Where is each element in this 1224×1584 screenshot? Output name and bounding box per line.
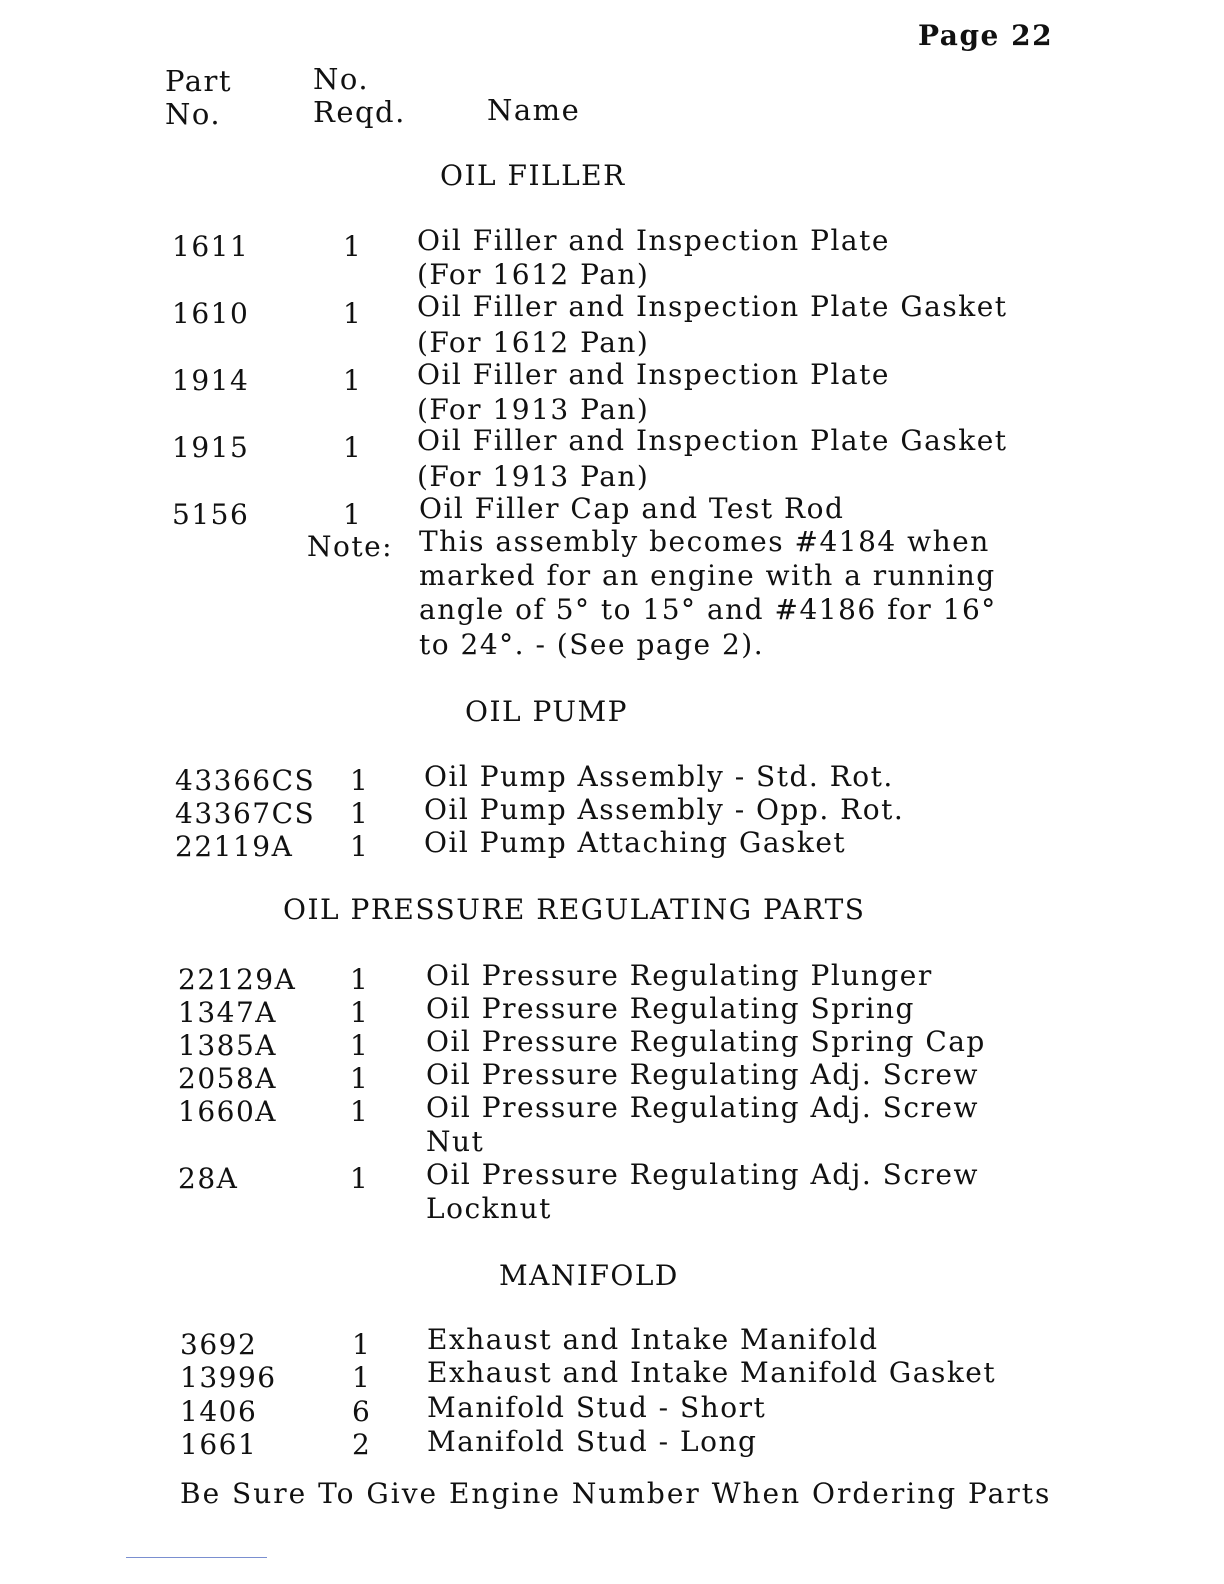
part-number: 1406	[180, 1395, 258, 1428]
part-number: 2058A	[178, 1062, 277, 1095]
part-number: 22119A	[175, 830, 294, 863]
quantity: 1	[350, 963, 370, 996]
quantity: 1	[350, 1062, 370, 1095]
part-name-continued: (For 1913 Pan)	[417, 460, 650, 493]
part-number: 1661	[180, 1428, 258, 1461]
part-name-continued: (For 1612 Pan)	[417, 258, 650, 291]
quantity: 1	[343, 230, 363, 263]
part-name: Oil Filler and Inspection Plate Gasket	[417, 290, 1008, 323]
header-name: Name	[487, 93, 581, 127]
section-title-oil-filler: OIL FILLER	[440, 159, 626, 192]
quantity: 1	[350, 1095, 370, 1128]
part-number: 1660A	[178, 1095, 277, 1128]
header-reqd-line1: No.	[313, 62, 370, 96]
part-number: 1914	[172, 364, 250, 397]
part-name: Exhaust and Intake Manifold	[427, 1323, 879, 1356]
bottom-rule	[126, 1557, 267, 1558]
section-title-oil-pressure-regulating: OIL PRESSURE REGULATING PARTS	[283, 893, 866, 926]
quantity: 1	[350, 830, 370, 863]
part-name-continued: Nut	[426, 1125, 485, 1158]
header-part-line2: No.	[165, 97, 222, 131]
part-name: Manifold Stud - Long	[427, 1425, 758, 1458]
part-name-continued: (For 1913 Pan)	[417, 393, 650, 426]
part-name: Oil Pressure Regulating Plunger	[426, 959, 933, 992]
part-number: 22129A	[178, 963, 297, 996]
part-name-continued: (For 1612 Pan)	[417, 326, 650, 359]
quantity: 6	[352, 1395, 372, 1428]
part-name: Oil Filler and Inspection Plate	[417, 358, 890, 391]
part-name: Exhaust and Intake Manifold Gasket	[427, 1356, 997, 1389]
footer-notice: Be Sure To Give Engine Number When Ordering Parts	[180, 1477, 1052, 1510]
note-label: Note:	[307, 530, 394, 563]
part-name: Oil Pressure Regulating Spring	[426, 992, 915, 1025]
part-name: Oil Filler Cap and Test Rod	[419, 492, 845, 525]
part-number: 28A	[178, 1162, 239, 1195]
part-name: Oil Filler and Inspection Plate Gasket	[417, 424, 1008, 457]
quantity: 1	[352, 1361, 372, 1394]
part-name: Manifold Stud - Short	[427, 1391, 767, 1424]
part-name-continued: Locknut	[426, 1192, 552, 1225]
part-name: Oil Filler and Inspection Plate	[417, 224, 890, 257]
part-number: 1610	[172, 297, 250, 330]
header-reqd-line2: Reqd.	[313, 95, 406, 129]
quantity: 2	[352, 1428, 372, 1461]
quantity: 1	[343, 498, 363, 531]
quantity: 1	[343, 431, 363, 464]
quantity: 1	[350, 797, 370, 830]
section-title-manifold: MANIFOLD	[499, 1259, 679, 1292]
page-number: Page 22	[918, 19, 1054, 52]
part-number: 43367CS	[175, 797, 316, 830]
part-name: Oil Pump Assembly - Std. Rot.	[424, 760, 894, 793]
part-number: 1611	[172, 230, 250, 263]
part-name: Oil Pressure Regulating Spring Cap	[426, 1025, 986, 1058]
part-number: 13996	[180, 1361, 277, 1394]
part-name: Oil Pressure Regulating Adj. Screw	[426, 1058, 979, 1091]
part-name: Oil Pressure Regulating Adj. Screw	[426, 1158, 979, 1191]
part-number: 1915	[172, 431, 250, 464]
part-number: 5156	[172, 498, 250, 531]
part-number: 1347A	[178, 996, 277, 1029]
header-part-line1: Part	[165, 64, 233, 98]
part-name: Oil Pressure Regulating Adj. Screw	[426, 1091, 979, 1124]
part-number: 43366CS	[175, 764, 316, 797]
note-line: marked for an engine with a running	[419, 559, 996, 592]
note-line: angle of 5° to 15° and #4186 for 16°	[419, 593, 997, 626]
quantity: 1	[350, 1162, 370, 1195]
quantity: 1	[350, 764, 370, 797]
quantity: 1	[343, 297, 363, 330]
quantity: 1	[350, 1029, 370, 1062]
quantity: 1	[350, 996, 370, 1029]
part-number: 1385A	[178, 1029, 277, 1062]
note-line: This assembly becomes #4184 when	[419, 525, 990, 558]
part-number: 3692	[180, 1328, 258, 1361]
note-line: to 24°. - (See page 2).	[419, 628, 765, 661]
quantity: 1	[343, 364, 363, 397]
quantity: 1	[352, 1328, 372, 1361]
section-title-oil-pump: OIL PUMP	[465, 695, 628, 728]
part-name: Oil Pump Assembly - Opp. Rot.	[424, 793, 905, 826]
part-name: Oil Pump Attaching Gasket	[424, 826, 847, 859]
